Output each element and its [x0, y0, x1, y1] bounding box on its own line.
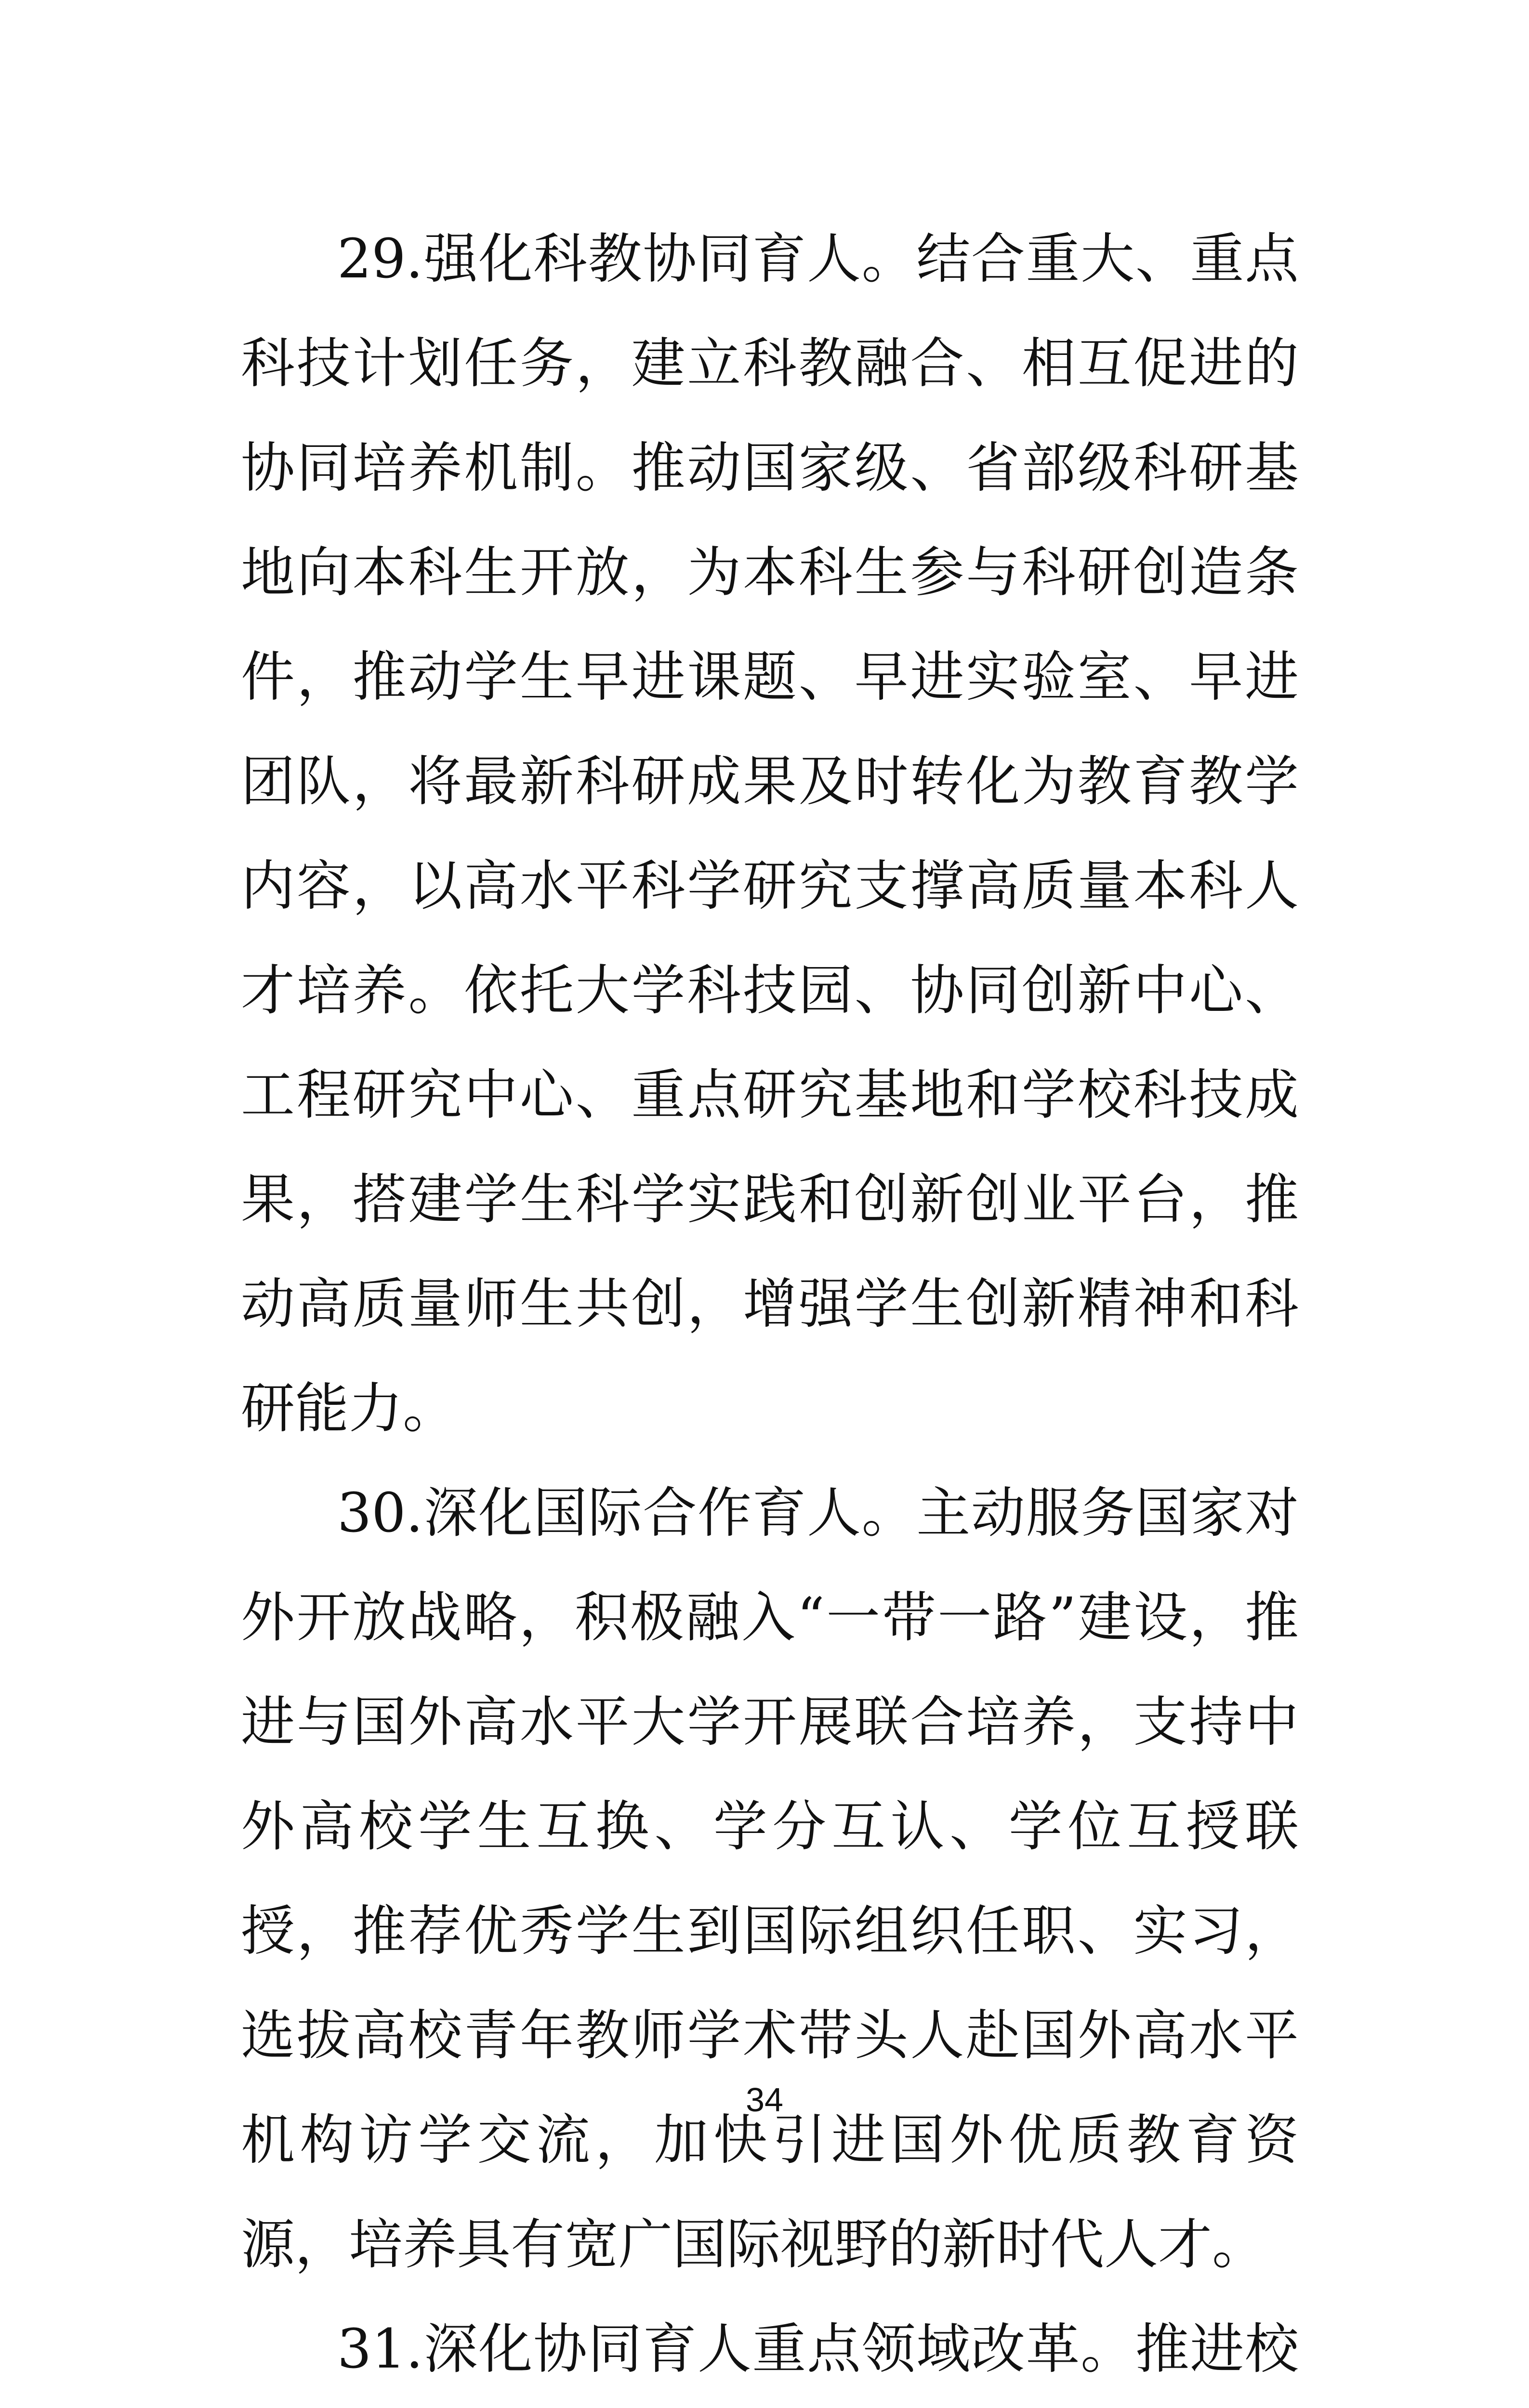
paragraph-31: 31.深化协同育人重点领域改革。推进校 [337, 2318, 1299, 2381]
page-number: 34 [746, 2081, 783, 2119]
paragraph-30: 30.深化国际合作育人。主动服务国家对外开放战略，积极融入“一带一路”建设，推进与国外高水平大学开展联合培养，支持中外高校学生互换、学分互认、学位互授联授，推荐优秀学生到国际组织任职、实习，选拔高校青年教师学术带头人赴国外高水平机构访学交流，加快引进国外优质教育资源，培养具有宽广国际视野的新时代人才。 [241, 1482, 1299, 2276]
paragraph-29: 29.强化科教协同育人。结合重大、重点科技计划任务，建立科教融合、相互促进的协同培养机制。推动国家级、省部级科研基地向本科生开放，为本科生参与科研创造条件，推动学生早进课题、早进实验室、早进团队，将最新科研成果及时转化为教育教学内容，以高水平科学研究支撑高质量本科人才培养。依托大学科技园、协同创新中心、工程研究中心、重点研究基地和学校科技成果，搭建学生科学实践和创新创业平台，推动高质量师生共创，增强学生创新精神和科研能力。 [241, 228, 1299, 1440]
